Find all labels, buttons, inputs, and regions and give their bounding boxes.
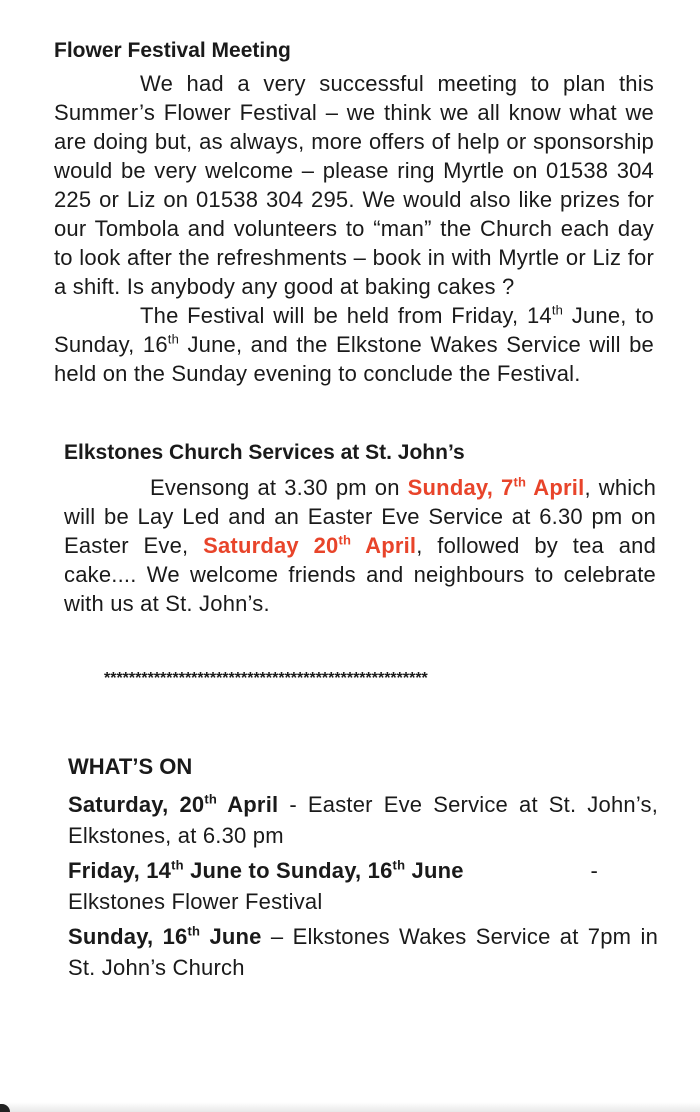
event-item: Sunday, 16th June – Elkstones Wakes Service at 7pm in St. John’s Church — [68, 923, 659, 980]
event-item: Saturday, 20th April - Easter Eve Service at St. John’s, Elkstones, at 6.30 pm — [68, 791, 659, 848]
newsletter-page — [54, 38, 659, 987]
evensong-date: Sunday, 7th April — [407, 475, 585, 501]
event-item: Friday, 14th June to Sunday, 16th June - Elkstones Flower Festival — [68, 855, 658, 917]
whats-on-heading: WHAT’S ON — [68, 754, 193, 780]
flower-festival-heading: Flower Festival Meeting — [54, 39, 291, 62]
section-spacer — [54, 388, 654, 440]
easter-eve-date: Saturday 20th April — [203, 533, 417, 559]
asterisk-separator: **************************************************** — [104, 670, 428, 688]
whats-on-list — [68, 789, 658, 983]
flower-festival-paragraph-2: The Festival will be held from Friday, 14th June, to Sunday, 16th June, and the Elkstone Wakes Service will be held on the Sunday evening to conclude the Festival. — [54, 302, 654, 387]
event-dash: - — [590, 857, 598, 883]
church-services-paragraph: Evensong at 3.30 pm on Sunday, 7th April, which will be Lay Led and an Easter Eve Service at 6.30 pm on Easter Eve, Saturday 20th April, followed by tea and cake.... We welcome friends and neighbours to celebrate with us at St. John’s. — [64, 475, 657, 617]
page-bottom-edge — [0, 1102, 700, 1112]
church-services-heading: Elkstones Church Services at St. John’s — [64, 441, 465, 465]
flower-festival-paragraph-1: We had a very successful meeting to plan this Summer’s Flower Festival – we think we all know what we are doing but, as always, more offers of help or sponsorship would be very welcome – please ring Myrtle on 01538 304 225 or Liz on 01538 304 295. We would also like prizes for our Tombola and volunteers to “man” the Church each day to look after the refreshments – book in with Myrtle or Liz for a shift. Is anybody any good at baking cakes ? — [54, 71, 654, 300]
